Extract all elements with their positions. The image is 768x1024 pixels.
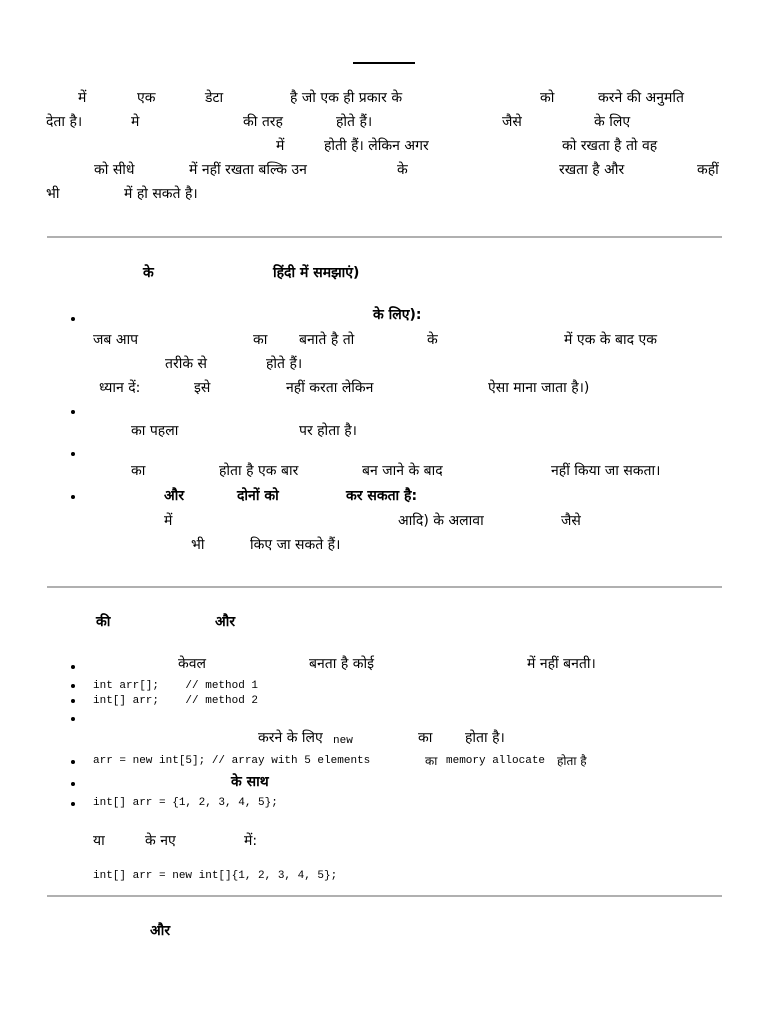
- feature-text: भी: [191, 537, 205, 553]
- feature-text: का: [253, 332, 268, 348]
- intro-text: देता है।: [46, 114, 83, 130]
- code-line: int[] arr = new int[]{1, 2, 3, 4, 5};: [93, 870, 338, 882]
- section-1-heading: हिंदी में समझाएं): [273, 265, 360, 281]
- declaration-text: बनता है कोई: [309, 656, 374, 672]
- intro-text: को सीधे: [94, 162, 135, 178]
- declaration-text: होता है।: [465, 730, 505, 746]
- code-annotation: memory allocate: [446, 755, 546, 767]
- intro-text: कहीं: [697, 162, 719, 178]
- intro-text: रखता है और: [559, 162, 625, 178]
- feature-text: के: [427, 332, 438, 348]
- declaration-text: करने के लिए: [258, 730, 323, 746]
- feature-text: किए जा सकते हैं।: [250, 537, 341, 553]
- feature-text: बनाते है तो: [299, 332, 355, 348]
- bullet: [71, 717, 75, 721]
- intro-text: जैसे: [502, 114, 522, 130]
- feature-text: ऐसा माना जाता है।): [488, 380, 590, 396]
- feature-text: बन जाने के बाद: [362, 463, 443, 479]
- declaration-text: का: [418, 730, 433, 746]
- code-annotation: होता है: [557, 754, 587, 768]
- feature-text: पर होता है।: [299, 423, 357, 439]
- feature-1-title: के लिए):: [373, 307, 422, 323]
- feature-text: आदि) के अलावा: [398, 513, 484, 529]
- section-divider: [47, 236, 722, 238]
- feature-text: का पहला: [131, 423, 179, 439]
- feature-text: होते हैं।: [266, 356, 303, 372]
- intro-text: होती हैं। लेकिन अगर: [324, 138, 429, 154]
- bullet: [71, 782, 75, 786]
- declaration-text: के नए: [145, 833, 176, 849]
- section-3-heading: और: [150, 923, 171, 939]
- code-line: int[] arr = {1, 2, 3, 4, 5};: [93, 797, 278, 809]
- section-2-heading: की: [96, 614, 111, 630]
- section-2-heading: और: [215, 614, 236, 630]
- feature-text: में: [164, 513, 173, 529]
- title-underline: [353, 62, 415, 64]
- code-line: int arr[]; // method 1: [93, 680, 259, 692]
- intro-text: मे: [131, 114, 140, 130]
- bullet: [71, 317, 75, 321]
- intro-text: के लिए: [594, 114, 631, 130]
- section-divider: [47, 895, 722, 897]
- intro-text: में नहीं रखता बल्कि उन: [189, 162, 307, 178]
- feature-text: जब आप: [93, 332, 139, 348]
- feature-text: इसे: [194, 380, 211, 396]
- intro-text: डेटा: [205, 90, 224, 106]
- intro-text: भी: [46, 186, 60, 202]
- declaration-text: या: [93, 833, 105, 849]
- bullet: [71, 684, 75, 688]
- declaration-text: केवल: [178, 656, 207, 672]
- feature-text: तरीके से: [165, 356, 207, 372]
- intro-text: में: [276, 138, 285, 154]
- intro-text: होते हैं।: [336, 114, 373, 130]
- code-line: arr = new int[5]; // array with 5 elements: [93, 755, 371, 767]
- intro-text: के: [397, 162, 408, 178]
- feature-4-title: कर सकता है:: [346, 488, 418, 504]
- bullet: [71, 699, 75, 703]
- feature-4-title: और: [164, 488, 185, 504]
- intro-text: है जो एक ही प्रकार के: [290, 90, 403, 106]
- bullet: [71, 760, 75, 764]
- feature-text: ध्यान दें:: [99, 380, 141, 396]
- bullet: [71, 495, 75, 499]
- declaration-text: में नहीं बनती।: [527, 656, 596, 672]
- section-divider: [47, 586, 722, 588]
- feature-text: होता है एक बार: [219, 463, 299, 479]
- bullet: [71, 410, 75, 414]
- code-line: int[] arr; // method 2: [93, 695, 259, 707]
- intro-text: में: [78, 90, 87, 106]
- bullet: [71, 665, 75, 669]
- feature-text: का: [131, 463, 146, 479]
- feature-text: जैसे: [561, 513, 581, 529]
- intro-text: को: [540, 90, 555, 106]
- bullet: [71, 452, 75, 456]
- new-keyword: new: [333, 735, 353, 747]
- init-title: के साथ: [231, 774, 269, 790]
- feature-4-title: दोनों को: [237, 488, 279, 504]
- declaration-text: में:: [244, 833, 258, 849]
- feature-text: में एक के बाद एक: [564, 332, 657, 348]
- intro-text: करने की अनुमति: [598, 90, 684, 106]
- intro-text: को रखता है तो वह: [562, 138, 658, 154]
- intro-text: एक: [137, 90, 156, 106]
- intro-text: की तरह: [243, 114, 283, 130]
- feature-text: नहीं किया जा सकता।: [551, 463, 661, 479]
- feature-text: नहीं करता लेकिन: [286, 380, 374, 396]
- bullet: [71, 802, 75, 806]
- code-annotation: का: [425, 754, 438, 768]
- section-1-heading: के: [143, 265, 154, 281]
- intro-text: में हो सकते है।: [124, 186, 198, 202]
